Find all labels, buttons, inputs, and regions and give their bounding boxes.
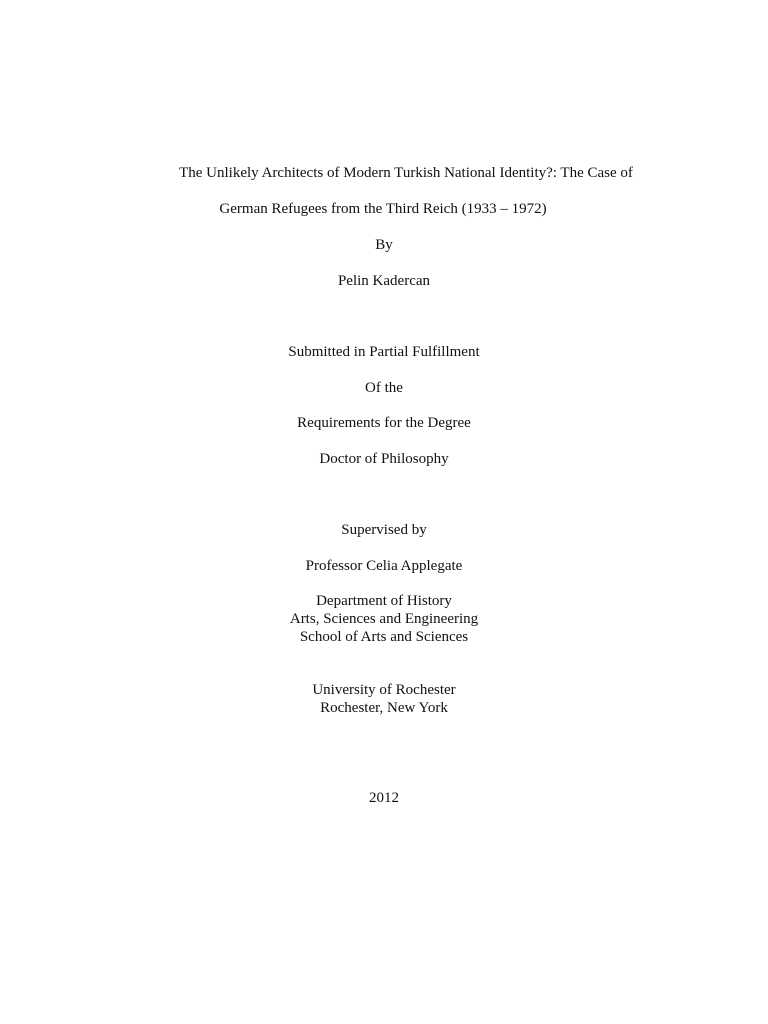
supervised-by-label: Supervised by <box>341 522 427 538</box>
supervisor-name: Professor Celia Applegate <box>305 558 463 574</box>
submission-year: 2012 <box>369 790 399 806</box>
thesis-title-line-2: German Refugees from the Third Reich (1933 – 1972) <box>219 201 547 217</box>
submission-line-2: Of the <box>365 380 403 396</box>
university-name: University of Rochester <box>312 682 456 698</box>
department-line-1: Department of History <box>316 593 452 609</box>
submission-line-1: Submitted in Partial Fulfillment <box>288 344 480 360</box>
by-label: By <box>375 237 393 253</box>
department-line-2: Arts, Sciences and Engineering <box>289 611 479 627</box>
author-name: Pelin Kadercan <box>337 273 431 289</box>
department-line-3: School of Arts and Sciences <box>299 629 469 645</box>
thesis-title-line-1: The Unlikely Architects of Modern Turkish National Identity?: The Case of <box>179 165 633 181</box>
submission-line-3: Requirements for the Degree <box>297 415 471 431</box>
degree-name: Doctor of Philosophy <box>319 451 449 467</box>
university-location: Rochester, New York <box>320 700 448 716</box>
